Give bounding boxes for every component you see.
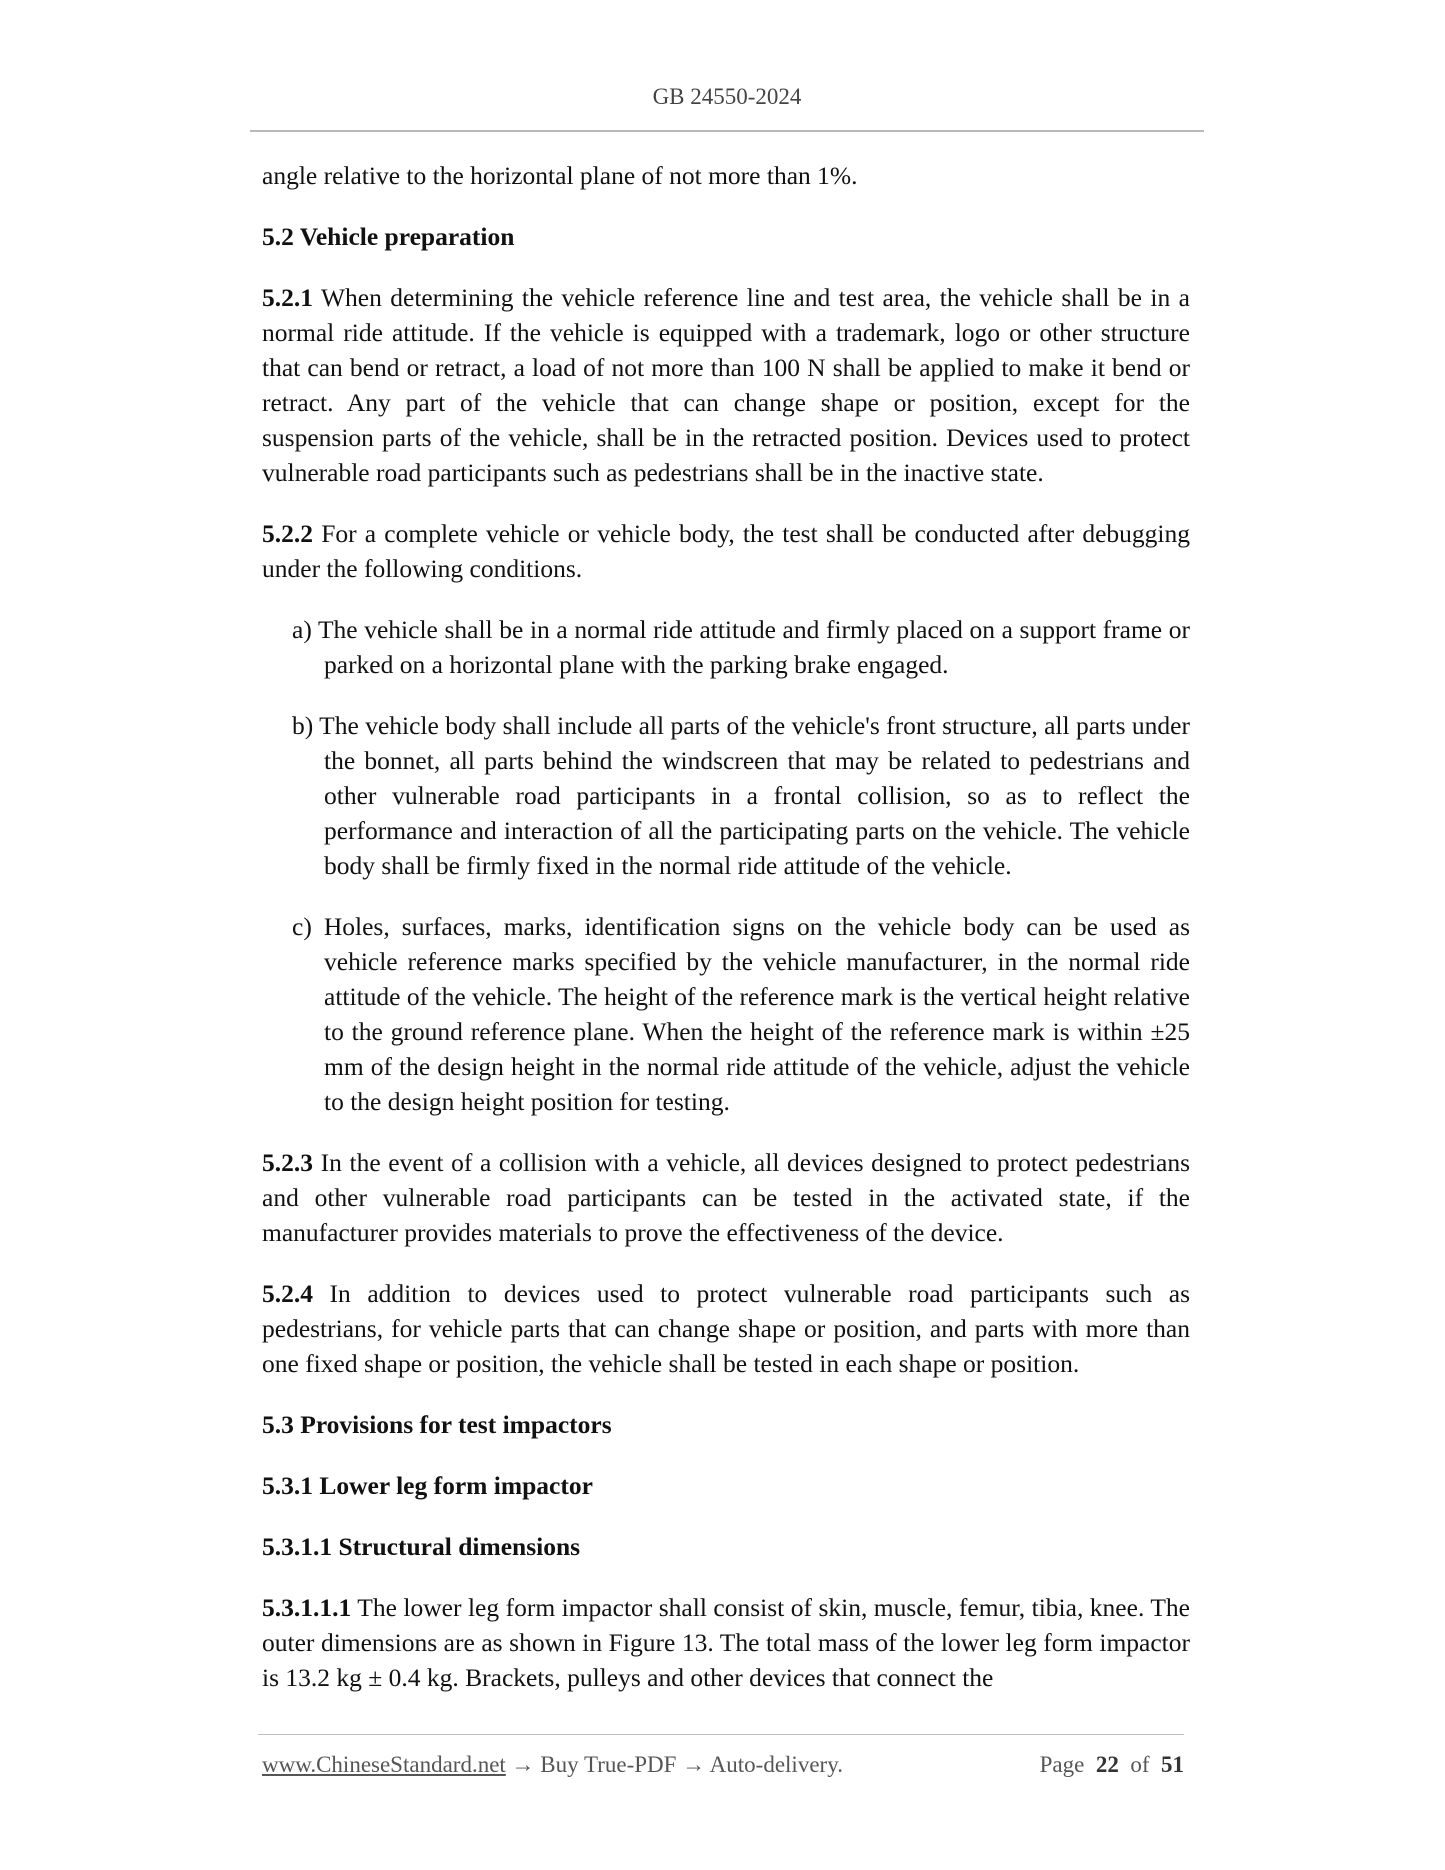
list-item-c: c) Holes, surfaces, marks, identification signs on the vehicle body can be used as vehicle reference marks specified by the vehicle manufacturer, in the normal ride attitude of the vehicle. The height of the reference mark is the vertical height relative to the ground reference plane. When the height of the reference mark is within ±25 mm of the design height in the normal ride attitude of the vehicle, adjust the vehicle to the design height position for testing. [292, 912, 1190, 1116]
clause-text: When determining the vehicle reference line and test area, the vehicle shall be in a normal ride attitude. If the vehicle is equipped with a trademark, logo or other structure that can bend or retract, a load of not more than 100 N shall be applied to make it bend or retract. Any part of the vehicle that can change shape or position, except for the suspension parts of the vehicle, shall be in the retracted position. Devices used to protect vulnerable road participants such as pedestrians shall be in the inactive state. [262, 283, 1190, 487]
clause-text: For a complete vehicle or vehicle body, the test shall be conducted after debugging under the following conditions. [262, 519, 1190, 583]
footer-links [262, 1752, 843, 1778]
clause-number: 5.2.3 [262, 1148, 313, 1177]
clause-number: 5.2.1 [262, 283, 313, 312]
page-label: Page [1039, 1752, 1085, 1777]
clause-text: In the event of a collision with a vehicle, all devices designed to protect pedestrians and other vulnerable road participants can be tested in the activated state, if the manufacturer provides materials to prove the effectiveness of the device. [262, 1148, 1190, 1247]
clause-number: 5.2.4 [262, 1279, 313, 1308]
arrow-right-icon: → [505, 1752, 541, 1777]
section-heading-5-2: 5.2 Vehicle preparation [262, 222, 515, 251]
buy-pdf-text: Buy True-PDF [540, 1752, 677, 1777]
auto-delivery-text: Auto-delivery. [709, 1752, 843, 1777]
section-heading-5-3-1-1: 5.3.1.1 Structural dimensions [262, 1532, 581, 1561]
clause-number: 5.2.2 [262, 519, 313, 548]
footer-divider [258, 1734, 1184, 1735]
clause-5-2-1 [262, 280, 1190, 490]
section-heading-5-3: 5.3 Provisions for test impactors [262, 1410, 612, 1439]
clause-5-2-2 [262, 516, 1190, 586]
page-current: 22 [1095, 1752, 1119, 1777]
clause-5-2-3 [262, 1145, 1190, 1250]
page-header-title: GB 24550-2024 [652, 84, 802, 109]
clause-text: In addition to devices used to protect vulnerable road participants such as pedestrians, for vehicle parts that can change shape or position, and parts with more than one fixed shape or position, the vehicle shall be tested in each shape or position. [262, 1279, 1190, 1378]
list-item-b: b) The vehicle body shall include all parts of the vehicle's front structure, all parts under the bonnet, all parts behind the windscreen that may be related to pedestrians and other vulnerable road participants in a frontal collision, so as to reflect the performance and interaction of all the participating parts on the vehicle. The vehicle body shall be firmly fixed in the normal ride attitude of the vehicle. [292, 711, 1190, 880]
intro-paragraph: angle relative to the horizontal plane of not more than 1%. [262, 161, 858, 190]
arrow-right-icon: → [676, 1752, 710, 1777]
clause-text: The lower leg form impactor shall consist of skin, muscle, femur, tibia, knee. The outer dimensions are as shown in Figure 13. The total mass of the lower leg form impactor is 13.2 kg ± 0.4 kg. Brackets, pulleys and other devices that connect the [262, 1593, 1190, 1692]
page-number [1040, 1752, 1184, 1778]
list-item-a: a) The vehicle shall be in a normal ride attitude and firmly placed on a support frame or parked on a horizontal plane with the parking brake engaged. [292, 615, 1190, 679]
document-body [262, 158, 1190, 1721]
page-of: of [1130, 1752, 1150, 1777]
clause-5-2-4 [262, 1276, 1190, 1381]
clause-5-3-1-1-1 [262, 1590, 1190, 1695]
page-total: 51 [1161, 1752, 1184, 1777]
section-heading-5-3-1: 5.3.1 Lower leg form impactor [262, 1471, 593, 1500]
clause-number: 5.3.1.1.1 [262, 1593, 352, 1622]
header-divider [250, 130, 1204, 132]
site-link[interactable]: www.ChineseStandard.net [262, 1752, 506, 1777]
